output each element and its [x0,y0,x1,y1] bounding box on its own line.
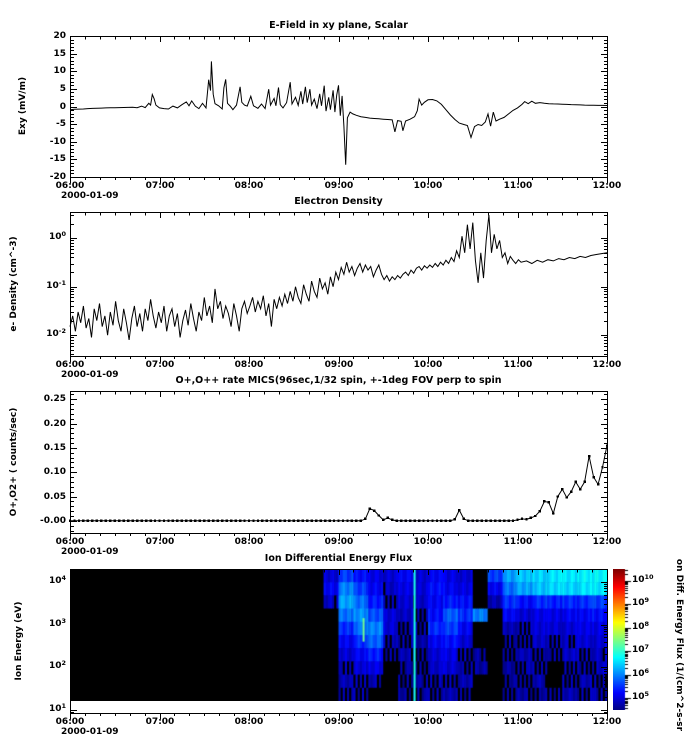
y-tick-label: $10^2$ [48,658,66,671]
colorbar-title: on Diff. Energy Flux (1/(cm^2-s-sr [674,558,684,732]
x-tick-label: 12:00 [592,537,622,547]
x-tick-label: 06:00 [55,537,85,547]
x-tick-label: 08:00 [234,181,264,191]
y-tick-label: 20 [53,31,66,41]
x-tick-label: 10:00 [413,360,443,370]
y-tick-label: 10 [53,66,66,76]
x-tick-label: 07:00 [145,717,175,727]
x-tick-label: 11:00 [503,360,533,370]
x-tick-label: 07:00 [145,360,175,370]
x-tick-label: 12:00 [592,181,622,191]
y-tick-label: -5 [56,119,66,129]
x-tick-label: 10:00 [413,717,443,727]
ionrate-yaxis-label: O+,O2+ ( counts/sec) [9,407,19,517]
colorbar-tick-label: $10^8$ [632,619,650,632]
y-tick-label: $10^3$ [48,616,66,629]
y-tick-label: 15 [53,49,66,59]
efield-yaxis-label: Exy (mV/m) [18,76,28,136]
date-label: 2000-01-09 [61,191,119,201]
x-tick-label: 09:00 [324,360,354,370]
y-tick-label: $10^4$ [48,573,66,586]
y-tick-label: 0.10 [43,467,66,477]
x-tick-label: 07:00 [145,537,175,547]
y-tick-label: 5 [59,84,66,94]
x-tick-label: 11:00 [503,537,533,547]
y-tick-label: 0.25 [43,394,66,404]
x-tick-label: 11:00 [503,181,533,191]
y-tick-label: $10^0$ [48,229,66,242]
y-tick-label: -0.00 [40,516,66,526]
colorbar-tick-label: $10^9$ [632,595,650,608]
x-tick-label: 10:00 [413,181,443,191]
ionflux-yaxis-label: Ion Energy (eV) [14,601,24,681]
x-tick-label: 07:00 [145,181,175,191]
y-tick-label: -20 [49,172,66,182]
x-tick-label: 06:00 [55,717,85,727]
y-tick-label: $10^{-2}$ [46,326,66,339]
colorbar-tick-label: $10^{10}$ [632,572,654,585]
date-label: 2000-01-09 [61,727,119,737]
y-tick-label: -10 [49,137,66,147]
y-tick-label: 0 [59,102,66,112]
date-label: 2000-01-09 [61,547,119,557]
edensity-yaxis-label: e- Density (cm^-3) [9,236,19,332]
x-tick-label: 08:00 [234,717,264,727]
x-tick-label: 11:00 [503,717,533,727]
x-tick-label: 10:00 [413,537,443,547]
ionrate-title: O+,O++ rate MICS(96sec,1/32 spin, +-1deg FOV perp to spin [175,375,502,386]
y-tick-label: 0.15 [43,443,66,453]
x-tick-label: 06:00 [55,360,85,370]
x-tick-label: 12:00 [592,717,622,727]
colorbar-tick-label: $10^7$ [632,642,650,655]
x-tick-label: 09:00 [324,537,354,547]
y-tick-label: 0.20 [43,419,66,429]
y-tick-label: $10^1$ [48,701,66,714]
x-tick-label: 12:00 [592,360,622,370]
x-tick-label: 09:00 [324,181,354,191]
date-label: 2000-01-09 [61,370,119,380]
efield-title: E-Field in xy plane, Scalar [269,20,408,31]
colorbar-tick-label: $10^5$ [632,689,650,702]
y-tick-label: -15 [49,154,66,164]
y-tick-label: 0.05 [43,492,66,502]
ionflux-title: Ion Differential Energy Flux [264,553,413,564]
x-tick-label: 08:00 [234,360,264,370]
edensity-title: Electron Density [294,196,383,207]
x-tick-label: 06:00 [55,181,85,191]
x-tick-label: 09:00 [324,717,354,727]
colorbar-tick-label: $10^6$ [632,666,650,679]
x-tick-label: 08:00 [234,537,264,547]
y-tick-label: $10^{-1}$ [46,278,66,291]
